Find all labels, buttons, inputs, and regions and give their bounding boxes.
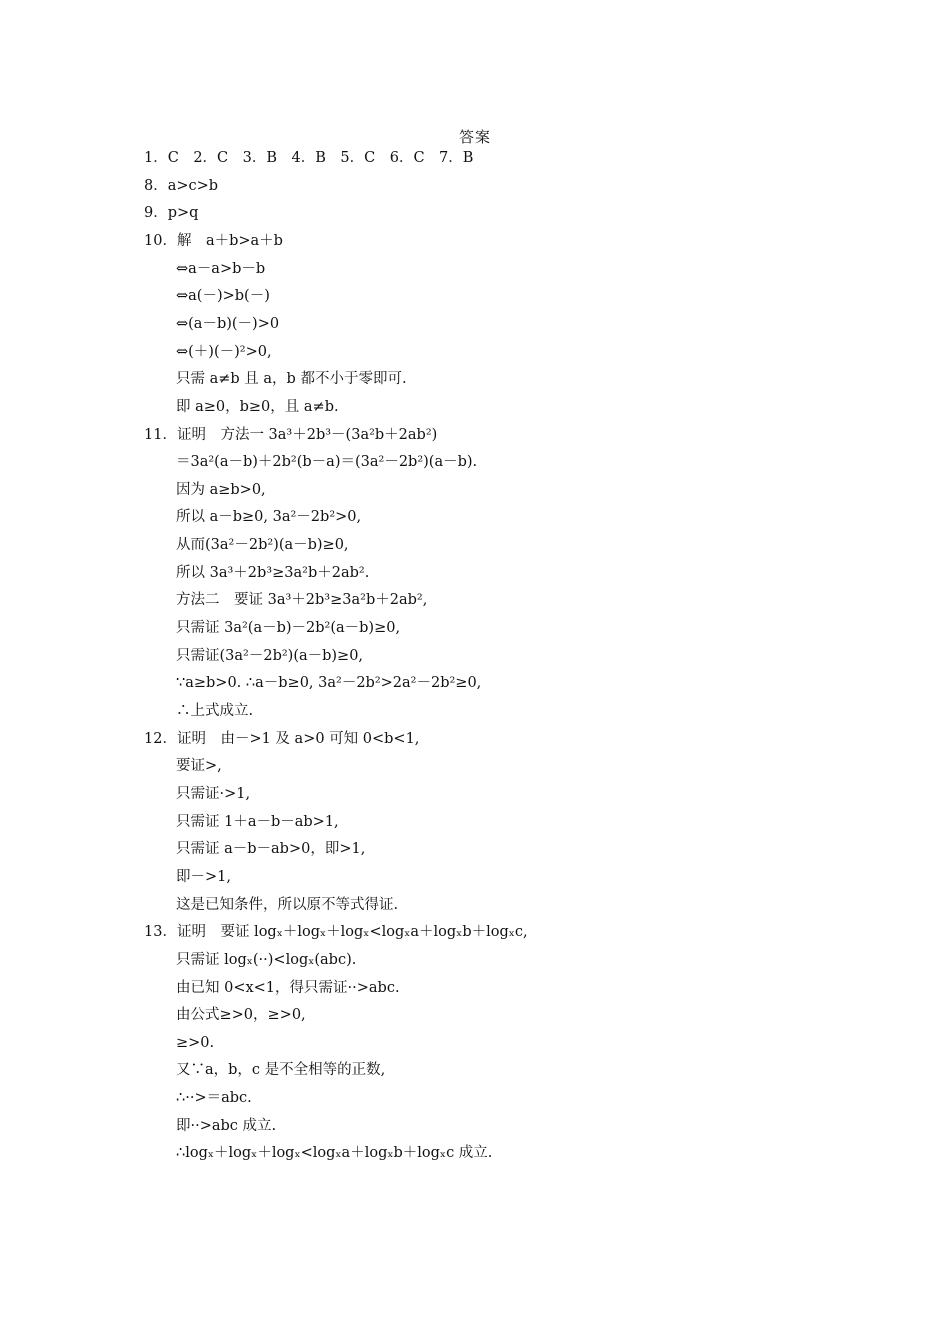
answer-line: 即 a≥0，b≥0，且 a≠b. <box>176 398 339 415</box>
answer-line: ∴上式成立. <box>176 703 254 719</box>
answer-line: 即－>1, <box>176 868 231 885</box>
answer-line: ∵a≥b>0. ∴a－b≥0, 3a²－2b²>2a²－2b²≥0, <box>176 675 482 692</box>
answer-line: 12．证明 由－>1 及 a>0 可知 0<b<1, <box>144 730 420 747</box>
answer-line: 所以 3a³＋2b³≥3a²b＋2ab². <box>176 564 370 581</box>
answer-line: 因为 a≥b>0, <box>176 481 266 498</box>
answer-line: 又∵a，b，c 是不全相等的正数, <box>176 1062 386 1079</box>
answer-line: 由已知 0<x<1，得只需证··>abc. <box>176 979 400 996</box>
page-title: 答案 <box>458 128 491 146</box>
answer-line: ⇔a(－)>b(－) <box>176 288 270 305</box>
answer-line: 只需证 logₓ(··)<logₓ(abc). <box>176 951 357 968</box>
answer-line: 由公式≥>0，≥>0, <box>176 1007 306 1024</box>
answer-line: ⇔a－a>b－b <box>176 260 266 277</box>
answer-line: ⇔(＋)(－)²>0, <box>176 343 272 360</box>
answer-line: 只需证 3a²(a－b)－2b²(a－b)≥0, <box>176 620 401 637</box>
answer-line: 从而(3a²－2b²)(a－b)≥0, <box>176 537 349 554</box>
answer-line: 即··>abc 成立. <box>176 1117 277 1134</box>
answer-line: ∴··>＝abc. <box>176 1090 252 1107</box>
answer-line: 要证>, <box>176 758 222 775</box>
answer-line: 只需证 1＋a－b－ab>1, <box>176 813 339 830</box>
answer-line: ＝3a²(a－b)＋2b²(b－a)＝(3a²－2b²)(a－b). <box>176 454 478 471</box>
answer-line: ≥>0. <box>176 1034 215 1051</box>
answer-line: 这是已知条件，所以原不等式得证. <box>176 896 399 913</box>
answer-line: 8．a>c>b <box>144 177 219 194</box>
answer-line: ∴logₓ＋logₓ＋logₓ<logₓa＋logₓb＋logₓc 成立. <box>176 1145 493 1162</box>
answer-line: 11．证明 方法一 3a³＋2b³－(3a²b＋2ab²) <box>144 426 438 443</box>
answer-line: 只需证·>1, <box>176 785 251 802</box>
answer-line: 只需证 a－b－ab>0，即>1, <box>176 841 366 858</box>
answer-line: 只需证(3a²－2b²)(a－b)≥0, <box>176 647 364 664</box>
answer-line: 方法二 要证 3a³＋2b³≥3a²b＋2ab², <box>176 592 428 609</box>
answer-line: 10．解 a＋b>a＋b <box>144 232 283 249</box>
answer-line: 13．证明 要证 logₓ＋logₓ＋logₓ<logₓa＋logₓb＋logₓc, <box>144 924 528 941</box>
answer-line: 9．p>q <box>144 205 199 222</box>
answer-line: 所以 a－b≥0, 3a²－2b²>0, <box>176 509 362 526</box>
answer-line: 1．C 2．C 3．B 4．B 5．C 6．C 7．B <box>144 150 474 166</box>
answer-line: 只需 a≠b 且 a，b 都不小于零即可. <box>176 371 407 388</box>
answer-line: ⇔(a－b)(－)>0 <box>176 315 280 332</box>
